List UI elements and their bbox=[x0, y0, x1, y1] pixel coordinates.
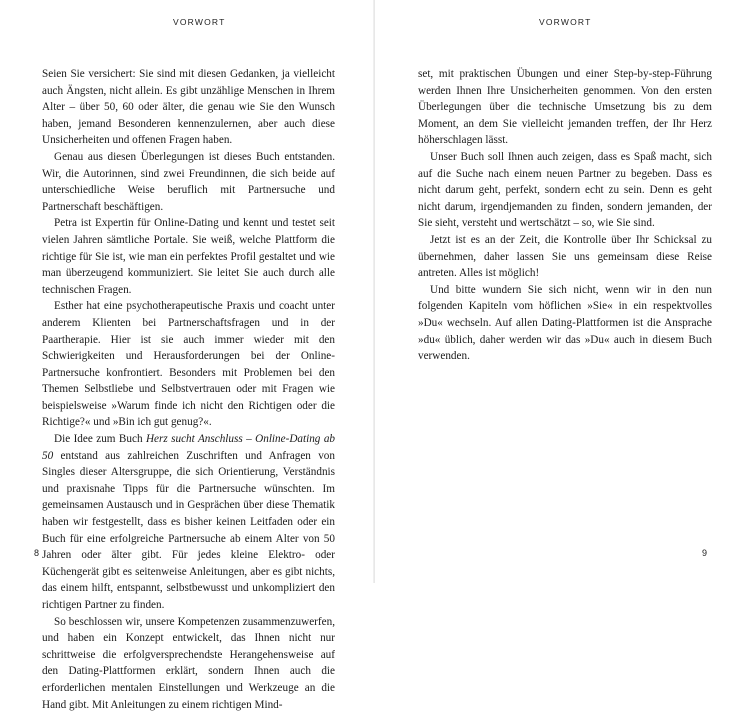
paragraph: Esther hat eine psychotherapeutische Praxis und coacht unter anderem Klienten bei Partnerschaftsfragen und in der Paartherapie. Hier ist sie auch immer wieder mit den Schwierigkeiten und Herausforderungen bei der Online-Partnersuche konfrontiert. Besonders mit Problemen bei den Themen Selbstliebe und Selbstvertrauen oder mit Fragen wie beispielsweise »Warum finde ich nicht den Richtigen oder die Richtige?« und »Bin ich gut genug?«. bbox=[42, 300, 335, 429]
paragraph: Genau aus diesen Überlegungen ist dieses Buch entstanden. Wir, die Autorinnen, sind zwei Freundinnen, die sich beide auf unterschiedliche Weise beruflich mit Partnersuche und Partnerschaft beschäftigen. bbox=[42, 150, 335, 213]
page-number: 8 bbox=[34, 548, 40, 558]
book-title: Herz sucht Anschluss – Online-Dating ab 50 bbox=[42, 433, 336, 462]
paragraph-text: Die Idee zum Buch bbox=[54, 433, 146, 446]
running-head: VORWORT bbox=[539, 17, 592, 27]
paragraph-text: entstand aus zahlreichen Zuschriften und Anfragen von Singles dieser Altersgruppe, die sich Orientierung, Verständnis und praxisnahe Tipps für die Partnersuche wünschten. Im gemeinsamen Austausch und in Gesprächen über diese Thematik haben wir festgestellt, dass es bisher keinen Leitfaden oder ein Buch für eine erfolgreiche Partnersuche ab einem Alter von 50 Jahren oder älter gibt. Für jedes kleine Elektro- oder Küchengerät gibt es seitenweise Anleitungen, aber es gibt nichts, das einem hilft, entspannt, selbstbewusst und unkompliziert den richtigen Partner zu finden. bbox=[42, 449, 335, 611]
paragraph: Petra ist Expertin für Online-Dating und kennt und testet seit vielen Jahren sämtliche Portale. Sie weiß, welche Plattform die richtige für Sie ist, wie man ein perfektes Profil gestaltet und wie man überzeugend kommuniziert. Sie leitet Sie auch durch alle technischen Fragen. bbox=[42, 217, 335, 296]
left-page bbox=[0, 0, 375, 711]
paragraph: Seien Sie versichert: Sie sind mit diesen Gedanken, ja vielleicht auch Ängsten, nicht allein. Es gibt unzählige Menschen in Ihrem Alter – über 50, 60 oder älter, die genau wie Sie den Wunsch haben, jemand Besonderen kennenzulernen, aber auch diese Unsicherheiten und offenen Fragen haben. bbox=[42, 68, 335, 147]
paragraph bbox=[42, 431, 335, 614]
page-number: 9 bbox=[702, 548, 708, 558]
paragraph: Jetzt ist es an der Zeit, die Kontrolle über Ihr Schicksal zu übernehmen, daher lassen Sie uns gemeinsam diese Reise antreten. Alles ist möglich! bbox=[418, 233, 712, 280]
paragraph: Unser Buch soll Ihnen auch zeigen, dass es Spaß macht, sich auf die Suche nach einem neuen Partner zu begeben. Dass es nicht darum geht, perfekt, sondern echt zu sein. Denn es geht nicht darum, irgendjemanden zu finden, sondern jemanden, der Sie sieht, versteht und wertschätzt – so, wie Sie sind. bbox=[418, 150, 712, 230]
paragraph: So beschlossen wir, unsere Kompetenzen zusammenzuwerfen, und haben ein Konzept entwickelt, das Ihnen nicht nur schrittweise die erfolgversprechendste Herangehensweise auf den Dating-Plattformen erklärt, sondern Ihnen auch die erforderlichen mentalen Einstellungen und Werkzeuge an die Hand gibt. Mit Anleitungen zu einem richtigen Mind- bbox=[42, 615, 335, 711]
right-page bbox=[375, 0, 750, 583]
paragraph: set, mit praktischen Übungen und einer Step-by-step-Führung werden Ihnen Ihre Unsicherheiten genommen. Von den ersten Überlegungen über die technische Umsetzung bis zu dem Moment, an dem Sie vielleicht jemanden treffen, der Ihr Herz höherschlagen lässt. bbox=[418, 68, 712, 147]
paragraph: Und bitte wundern Sie sich nicht, wenn wir in den nun folgenden Kapiteln vom höflichen »Sie« in ein respektvolles »Du« wechseln. Auf allen Dating-Plattformen ist die Ansprache »du« üblich, daher werden wir das »Du« auch in diesem Buch verwenden. bbox=[418, 283, 712, 363]
running-head: VORWORT bbox=[173, 17, 226, 27]
body-text bbox=[418, 66, 712, 365]
body-text bbox=[42, 66, 335, 713]
